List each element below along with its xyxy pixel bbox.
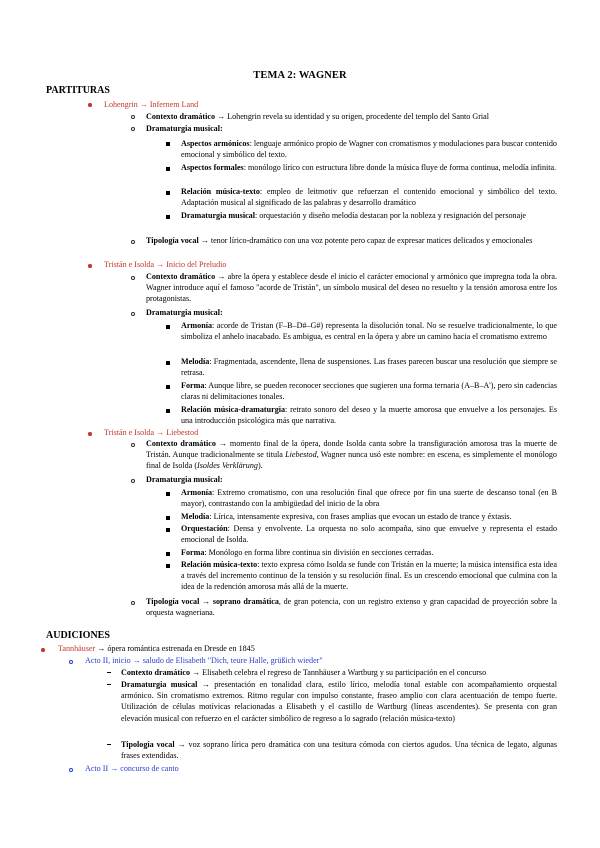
bullet-square-icon: [166, 361, 170, 365]
bullet-square-icon: [166, 215, 170, 219]
bullet-dot-icon: [88, 432, 92, 436]
tristan-preludio-melodia: Melodía: Fragmentada, ascendente, llena de suspensiones. Las frases parecen buscar una resolución que siempre se retrasa.: [181, 357, 557, 378]
tristan-preludio-heading: Tristán e Isolda → Inicio del Preludio: [104, 260, 227, 269]
tristan-liebestod-contexto: Contexto dramático → momento final de la ópera, donde Isolda canta sobre la transfiguración amorosa tras la muerte de Tristán. Aunque tradicionalmente se titula Liebestod, Wagner nunca usó este nombre: en escena, es simplemente el monólogo final de Isolda (Isoldes Verklärung).: [146, 439, 557, 471]
tannhauser-contexto: Contexto dramático → Elisabeth celebra el regreso de Tannhäuser a Wartburg y su participación en el concurso: [121, 668, 487, 677]
bullet-square-icon: [166, 409, 170, 413]
bullet-dot-icon: [88, 103, 92, 107]
lohengrin-contexto: Contexto dramático → Lohengrin revela su identidad y su origen, procedente del templo del Santo Grial: [146, 112, 490, 121]
bullet-square-icon: [166, 492, 170, 496]
bullet-dot-icon: [88, 264, 92, 268]
tristan-liebestod-dramaturgia-heading: Dramaturgia musical:: [146, 475, 223, 484]
section-heading-partituras: PARTITURAS: [46, 85, 110, 96]
lohengrin-armonicos: Aspectos armónicos: lenguaje armónico propio de Wagner con cromatismos y modulaciones para buscar contenido emocional y simbólico del texto.: [181, 139, 557, 160]
bullet-square-icon: [166, 191, 170, 195]
bullet-square-icon: [166, 516, 170, 520]
tristan-preludio-forma: Forma: Aunque libre, se pueden reconocer secciones que sugieren una forma ternaria (A–B–A'), pero sin cadencias claras ni delimitaciones tonales.: [181, 381, 557, 402]
bullet-ring-icon: [131, 276, 135, 280]
bullet-ring-icon: [131, 601, 135, 605]
tristan-liebestod-forma: Forma: Monólogo en forma libre continua sin división en secciones cerradas.: [181, 548, 434, 557]
bullet-square-icon: [166, 325, 170, 329]
bullet-dot-icon: [41, 648, 45, 652]
tristan-liebestod-melodia: Melodía: Lírica, intensamente expresiva, con frases amplias que evocan un estado de trance y éxtasis.: [181, 512, 512, 521]
bullet-square-icon: [166, 385, 170, 389]
tristan-liebestod-armonia: Armonía: Extremo cromatismo, con una resolución final que ofrece por fin una suerte de descanso tonal (en B mayor), contrastando con la ambigüedad del inicio de la obra: [181, 488, 557, 509]
bullet-square-icon: [166, 142, 170, 146]
bullet-ring-icon: [131, 127, 135, 131]
bullet-dash-icon: [107, 672, 111, 673]
lohengrin-heading: Lohengrin → Infernem Land: [104, 100, 199, 109]
lohengrin-tipologia: Tipología vocal → tenor lírico-dramático con una voz potente pero capaz de expresar matices delicados y emocionales: [146, 236, 533, 245]
tristan-liebestod-heading: Tristán e Isolda → Liebestod: [104, 428, 199, 437]
bullet-ring-icon: [131, 240, 135, 244]
bullet-ring-icon: [69, 768, 73, 772]
bullet-ring-icon: [131, 479, 135, 483]
tristan-preludio-dramaturgia-heading: Dramaturgia musical:: [146, 308, 223, 317]
lohengrin-relacion: Relación música-texto: empleo de leitmotiv que refuerzan el contenido emocional y simbólico del texto. Adaptación musical al significado de las palabras y desarrollo dramático: [181, 187, 557, 208]
tristan-preludio-contexto: Contexto dramático → abre la ópera y establece desde el inicio el carácter emocional y armónico que impregna toda la obra. Wagner introduce aquí el famoso "acorde de Tristán", un símbolo musical del deseo no resuelto y la tensión amorosa entre los protagonistas.: [146, 272, 557, 304]
tristan-liebestod-tipologia: Tipología vocal → soprano dramática, de gran potencia, con un registro extenso y gran capacidad de proyección sobre la orquesta wagneriana.: [146, 597, 557, 618]
tristan-liebestod-orquestacion: Orquestación: Densa y envolvente. La orquesta no solo acompaña, sino que envuelve y representa el estado emocional de Isolda.: [181, 524, 557, 545]
section-heading-audiciones: AUDICIONES: [46, 630, 110, 641]
bullet-square-icon: [166, 564, 170, 568]
bullet-ring-icon: [131, 115, 135, 119]
bullet-ring-icon: [69, 660, 73, 664]
bullet-square-icon: [166, 167, 170, 171]
bullet-ring-icon: [131, 312, 135, 316]
lohengrin-dramaturgia-heading: Dramaturgia musical:: [146, 124, 223, 133]
tannhauser-tipologia: Tipología vocal → voz soprano lírica pero dramática con una tesitura cómoda con ciertos agudos. Una técnica de legato, algunas frases extendidas.: [121, 740, 557, 761]
bullet-square-icon: [166, 552, 170, 556]
tannhauser-acto2-concurso: Acto II → concurso de canto: [85, 764, 179, 773]
tristan-preludio-armonia: Armonía: acorde de Tristan (F–B–D#–G#) representa la disolución tonal. No se resuelve tradicionalmente, lo que simboliza el anhelo inacabado. Es ambigua, es central en la ópera y abre un camino hacia el cromatismo extremo: [181, 321, 557, 342]
lohengrin-formales: Aspectos formales: monólogo lírico con estructura libre donde la música fluye de forma continua, melodía infinita.: [181, 163, 557, 172]
tristan-liebestod-relacion: Relación música-texto: texto expresa cómo Isolda se funde con Tristán en la muerte; la música intensifica esta idea a través del incremento continuo de la tensión y su resolución final. Es un crescendo emocional que culmina con la idea de la redención amorosa más allá de la muerte.: [181, 560, 557, 592]
bullet-ring-icon: [131, 443, 135, 447]
tristan-preludio-relacion: Relación música-dramaturgia: retrato sonoro del deseo y la muerte amorosa que envuelve a los personajes. Es una introducción psicológica más que narrativa.: [181, 405, 558, 426]
bullet-dash-icon: [107, 744, 111, 745]
tannhauser-heading: Tannhäuser → ópera romántica estrenada en Dresde en 1845: [58, 644, 255, 653]
tannhauser-dramaturgia: Dramaturgia musical → presentación en tonalidad clara, estilo lírico, melodía tonal estable con acompañamiento orquestal armónico. Sin cromatismo extremos. Ritmo regular con impulso constante, fraseo amplio con clara acentuación de tempo fuerte. Utilización de células motívicas relacionadas a Elisabeth y el castillo de Wartburg (líneas ascendentes). Se presenta con gran elevación musical con refuerzo en el carácter simbólico de regreso a lo sagrado (relación música-texto): [121, 680, 557, 723]
document-title: TEMA 2: WAGNER: [253, 70, 347, 81]
tannhauser-acto2-inicio: Acto II, inicio → saludo de Elisabeth "Dich, teure Halle, grüßich wieder": [85, 656, 323, 665]
lohengrin-dramaturgia: Dramaturgia musical: orquestación y diseño melodía destacan por la nobleza y resignación del personaje: [181, 211, 527, 220]
bullet-dash-icon: [107, 684, 111, 685]
bullet-square-icon: [166, 528, 170, 532]
